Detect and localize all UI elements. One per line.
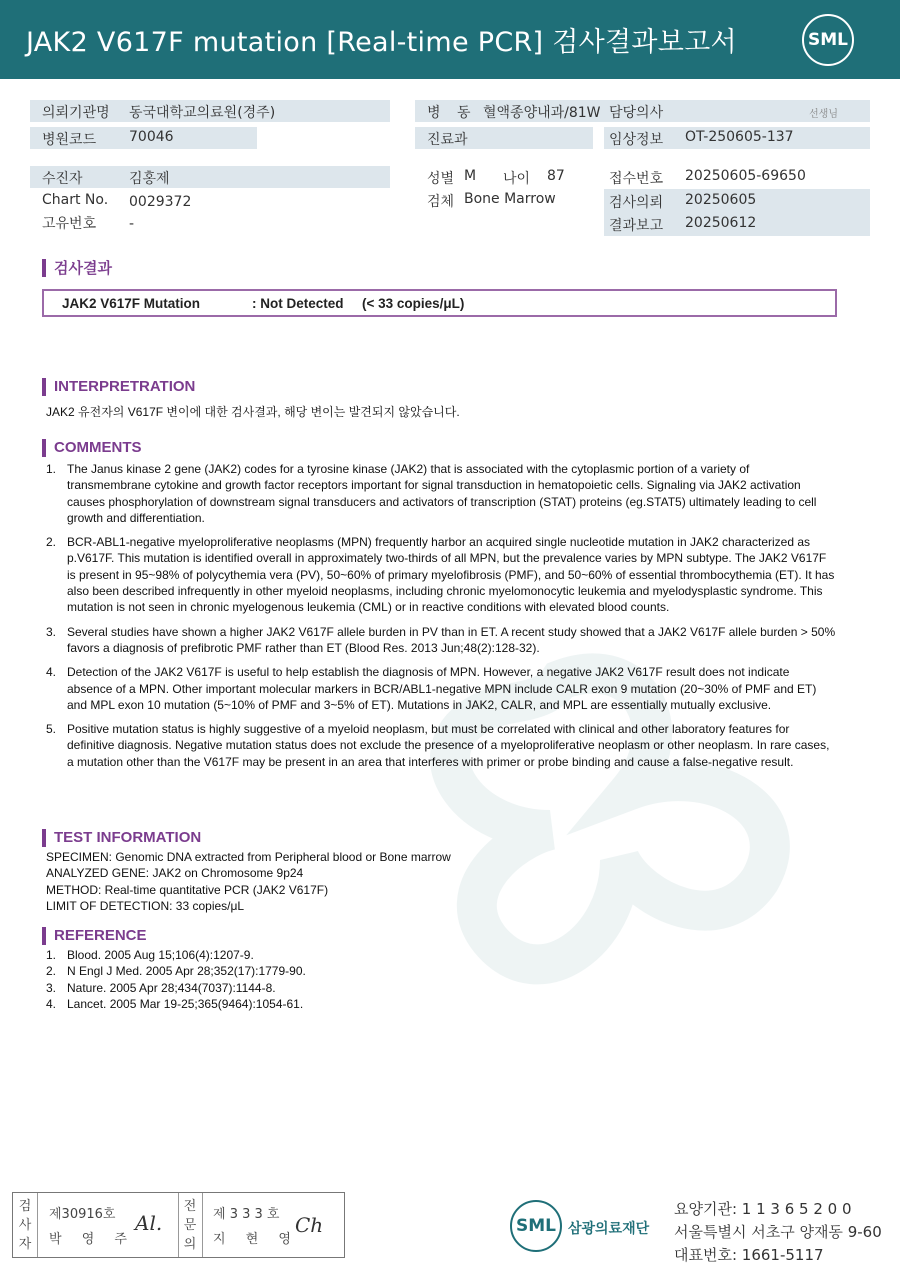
receipt-value: 20250605-69650	[685, 168, 806, 184]
comments-title: COMMENTS	[42, 439, 142, 457]
test-info-line: LIMIT OF DETECTION: 33 copies/μL	[46, 898, 245, 913]
examiner-label	[15, 1197, 35, 1254]
interpretation-title: INTERPRETRATION	[42, 378, 195, 396]
comment-text: BCR-ABL1-negative myeloproliferative neoplasms (MPN) frequently harbor an acquired single nucleotide mutation in JAK2 characterized as p.V617F. This mutation is identified overall in approximately two-thirds of all MPN, but the prevalence varies by MPN subtype. The JAK2 V617F is present in 95~98% of polycythemia vera (PV), 50~60% of primary myelofibrosis (PMF), and 50~60% of essential thrombocythemia (ET). It has also been described infrequently in other myeloid neoplasms, including chronic myelomonocytic leukemia and myelodysplastic syndrome. This mutation is not seen in chronic myelogenous leukemia (CML) or in reactive conditions with elevated blood counts.	[67, 535, 835, 615]
specimen-label: 검체	[427, 194, 455, 210]
hospital-code-value: 70046	[129, 129, 174, 145]
signature-divider	[178, 1193, 179, 1257]
reference-item	[46, 996, 306, 1012]
doctor-suffix: 선생님	[809, 109, 838, 120]
footer-phone: 대표번호: 1661-5117	[674, 1246, 824, 1264]
reference-title: REFERENCE	[42, 927, 147, 945]
reference-number: 1.	[46, 948, 57, 962]
request-label: 검사의뢰	[609, 195, 664, 211]
specialist-label-text: 전문의	[183, 1199, 197, 1252]
comment-item	[46, 721, 836, 770]
reference-text: Blood. 2005 Aug 15;106(4):1207-9.	[67, 948, 254, 962]
result-section-title: 검사결과	[42, 259, 112, 277]
comment-text: Detection of the JAK2 V617F is useful to help establish the diagnosis of MPN. However, a negative JAK2 V617F result does not indicate absence of a MPN. Other important molecular markers in BCR/ABL1-negative MPN include CALR exon 9 mutation (20~30% of PMF and ET) and MPL exon 10 mutation (5~10% of PMF and 3~5% of ET). Mutations in JAK2, CALR, and MPL are essentially mutually exclusive.	[67, 665, 817, 712]
examiner-signature: Al.	[135, 1211, 163, 1235]
band-patient	[30, 166, 390, 188]
signature-box	[12, 1192, 345, 1258]
doctor-label: 담당의사	[609, 105, 664, 121]
report-title: JAK2 V617F mutation [Real-time PCR] 검사결과보고서	[26, 27, 737, 58]
footer-care-code: 요양기관: 1 1 3 6 5 2 0 0	[674, 1200, 852, 1218]
institution-value: 동국대학교의료원(경주)	[129, 105, 276, 121]
specialist-signature: Ch	[295, 1213, 324, 1237]
comment-text: Several studies have shown a higher JAK2 V617F allele burden in PV than in ET. A recent study showed that a JAK2 V617F allele burden > 50% favors a diagnosis of prefibrotic PMF rather than ET (Blood Res. 2013 Jun;48(2):128-32).	[67, 624, 836, 655]
examiner-label-text: 검사자	[18, 1199, 32, 1252]
sex-value: M	[464, 168, 477, 184]
interpretation-text: JAK2 유전자의 V617F 변이에 대한 검사결과, 해당 변이는 발견되지 않았습니다.	[46, 405, 460, 419]
age-value: 87	[547, 168, 565, 184]
sml-logo: SML	[802, 14, 854, 66]
institution-label: 의뢰기관명	[42, 105, 110, 121]
comment-number: 3.	[46, 624, 57, 639]
result-box	[42, 289, 837, 317]
comment-item	[46, 534, 836, 615]
hospital-code-label: 병원코드	[42, 132, 97, 148]
result-limit: (< 33 copies/μL)	[362, 296, 465, 311]
chart-value: 0029372	[129, 194, 192, 210]
test-info-line: ANALYZED GENE: JAK2 on Chromosome 9p24	[46, 866, 304, 881]
clinical-info-label: 임상정보	[609, 132, 664, 148]
comment-item	[46, 664, 836, 713]
unique-label: 고유번호	[42, 216, 97, 232]
footer-address: 서울특별시 서초구 양재동 9-60	[674, 1223, 882, 1241]
comments-list	[46, 461, 836, 778]
test-info-title: TEST INFORMATION	[42, 829, 201, 847]
reference-number: 4.	[46, 996, 57, 1011]
footer-sml-mark: SML	[510, 1200, 562, 1252]
dept-label: 진료과	[427, 132, 468, 148]
result-value: : Not Detected	[252, 296, 344, 311]
reference-item	[46, 980, 306, 996]
comment-item	[46, 461, 836, 526]
reference-text: Lancet. 2005 Mar 19-25;365(9464):1054-61.	[67, 996, 304, 1011]
test-info-lines	[46, 849, 451, 914]
chart-label: Chart No.	[42, 192, 109, 208]
comment-text: Positive mutation status is highly suggestive of a myeloid neoplasm, but must be correlated with clinical and other laboratory features for definitive diagnosis. Negative mutation status does not exclude the presence of a myeloproliferative neoplasm or other neoplasm. In rare cases, a mutation other than the V617F may be present in an area that interferes with primer or probe binding and cause a false-negative result.	[67, 722, 830, 769]
result-test-name: JAK2 V617F Mutation	[62, 296, 201, 311]
comment-number: 4.	[46, 665, 57, 680]
comment-number: 5.	[46, 722, 57, 737]
comment-text: The Janus kinase 2 gene (JAK2) codes for a tyrosine kinase (JAK2) that is associated with the cytoplasmic portion of a variety of transmembrane cytokine and growth factor receptors important for signal transduction in hematopoietic cells. Signaling via JAK2 activation causes phosphorylation of downstream signal transducers and activators of transcription (STAT) proteins (eg.STAT5) ultimately leading to cell growth and differentiation.	[67, 462, 817, 525]
reference-list	[46, 947, 306, 1012]
reference-item	[46, 963, 306, 979]
patient-value: 김홍제	[129, 171, 170, 187]
reference-number: 3.	[46, 980, 57, 995]
comment-number: 1.	[46, 462, 57, 476]
comment-item	[46, 624, 836, 657]
report-date-label: 결과보고	[609, 218, 664, 234]
specialist-label	[180, 1197, 200, 1254]
clinical-info-value: OT-250605-137	[685, 129, 794, 145]
sex-label: 성별	[427, 171, 455, 187]
unique-value: -	[129, 216, 135, 232]
ward-value: 혈액종양내과/81W	[483, 105, 601, 121]
test-info-line: METHOD: Real-time quantitative PCR (JAK2 V617F)	[46, 882, 329, 897]
report-header	[0, 0, 900, 79]
specialist-license: 제 3 3 3 호	[213, 1207, 280, 1222]
signature-divider	[37, 1193, 38, 1257]
report-date-value: 20250612	[685, 215, 757, 231]
specialist-name: 지 현 영	[213, 1232, 299, 1247]
reference-item	[46, 947, 306, 963]
ward-label: 병 동	[427, 105, 477, 121]
comment-number: 2.	[46, 535, 57, 550]
patient-label: 수진자	[42, 171, 83, 187]
age-label: 나이	[503, 171, 531, 187]
request-value: 20250605	[685, 192, 757, 208]
test-info-line: SPECIMEN: Genomic DNA extracted from Peripheral blood or Bone marrow	[46, 850, 451, 864]
reference-text: Nature. 2005 Apr 28;434(7037):1144-8.	[67, 980, 276, 995]
receipt-label: 접수번호	[609, 171, 664, 187]
examiner-license: 제30916호	[49, 1207, 116, 1222]
footer-logo	[510, 1200, 660, 1256]
reference-text: N Engl J Med. 2005 Apr 28;352(17):1779-90.	[67, 964, 306, 979]
specimen-value: Bone Marrow	[464, 191, 556, 207]
signature-divider	[202, 1193, 203, 1257]
examiner-name: 박 영 주	[49, 1232, 135, 1247]
reference-number: 2.	[46, 964, 57, 979]
footer-org-name: 삼광의료재단	[568, 1221, 650, 1237]
